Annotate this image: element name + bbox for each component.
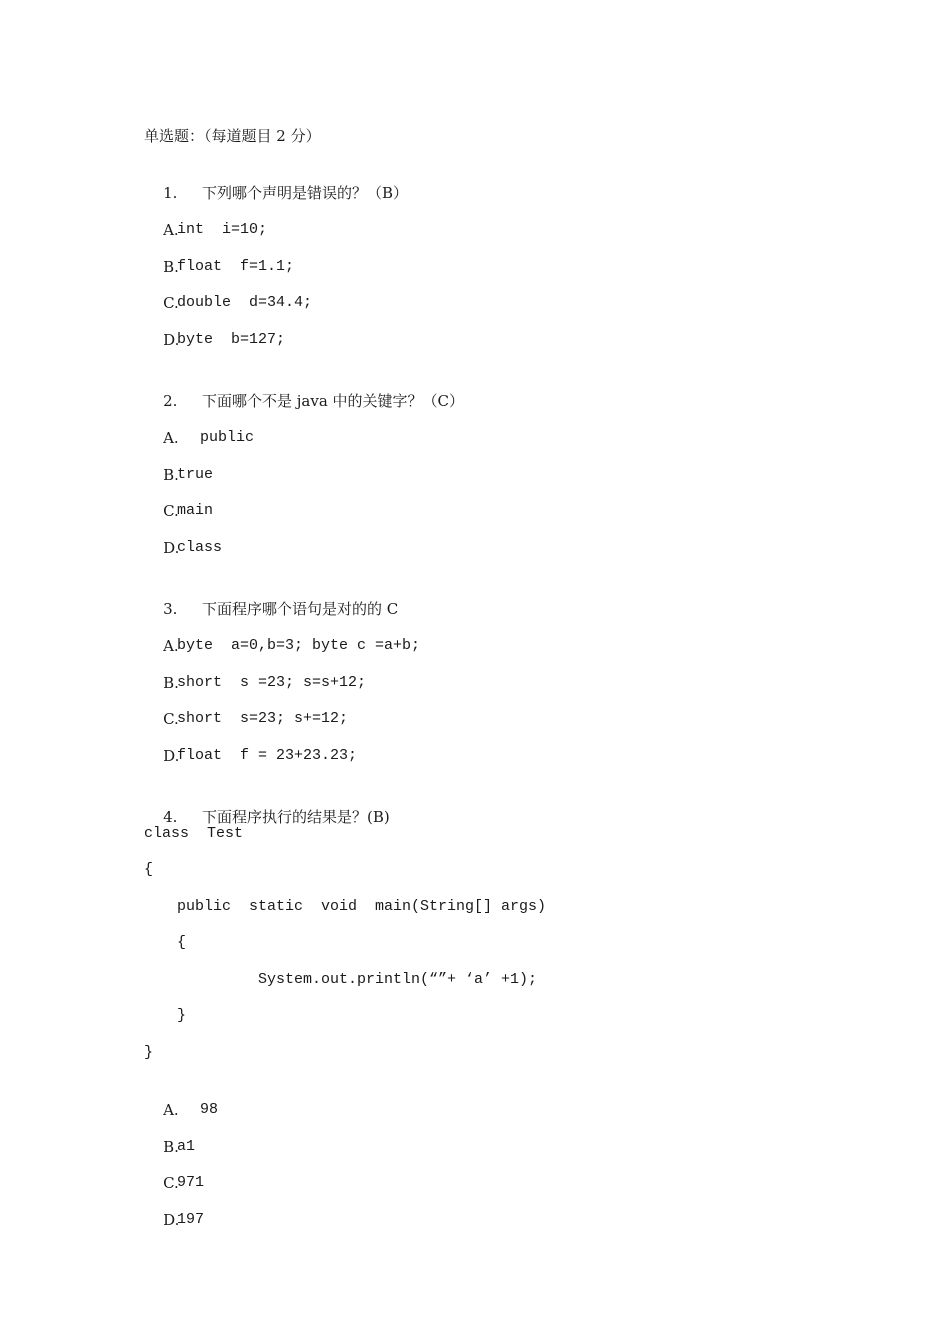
question-prompt: 下面程序执行的结果是？(B): [202, 808, 390, 826]
question-number: 3.: [163, 600, 178, 618]
option-text: 98: [200, 1101, 219, 1118]
code-line-main: public static void main(String[] args): [177, 898, 547, 915]
option-label: C.: [163, 1174, 179, 1192]
option-text: short s =23; s=s+12;: [177, 674, 367, 691]
option-label: D.: [163, 1211, 180, 1229]
option-label: C.: [163, 502, 179, 520]
option-d: [144, 726, 358, 786]
code-line-open-brace: {: [144, 861, 154, 878]
option-text: double d=34.4;: [177, 294, 313, 311]
option-label: D.: [163, 747, 180, 765]
option-text: true: [177, 466, 214, 483]
option-label: B.: [163, 466, 179, 484]
code-line-inner-open-brace: {: [177, 934, 187, 951]
section-header: 单选题：（每道题目 2 分）: [144, 127, 321, 145]
code-line-inner-close-brace: }: [177, 1007, 187, 1024]
option-d: [144, 518, 223, 578]
option-label: A.: [163, 221, 179, 239]
option-label: B.: [163, 1138, 179, 1156]
code-line-close-brace: }: [144, 1044, 154, 1061]
question-number: 1.: [163, 184, 178, 202]
option-text: byte a=0,b=3; byte c =a+b;: [177, 637, 421, 654]
option-label: C.: [163, 710, 179, 728]
code-line-class: class Test: [144, 825, 244, 842]
question-number: 4.: [163, 808, 178, 826]
option-label: A.: [163, 429, 179, 447]
question-prompt: 下面哪个不是 java 中的关键字？（C）: [202, 392, 465, 410]
option-text: main: [177, 502, 214, 519]
option-label: A.: [163, 637, 179, 655]
question-number: 2.: [163, 392, 178, 410]
option-text: byte b=127;: [177, 331, 286, 348]
option-text: float f = 23+23.23;: [177, 747, 358, 764]
code-line-println: System.out.println(“”+ ‘a’ +1);: [258, 971, 538, 988]
option-d: [144, 310, 286, 370]
option-text: 197: [177, 1211, 205, 1228]
option-text: short s=23; s+=12;: [177, 710, 349, 727]
option-label: B.: [163, 674, 179, 692]
option-label: C.: [163, 294, 179, 312]
question-prompt: 下列哪个声明是错误的？（B）: [202, 184, 409, 202]
option-label: D.: [163, 331, 180, 349]
option-label: B.: [163, 258, 179, 276]
option-d: [144, 1190, 205, 1250]
option-text: class: [177, 539, 223, 556]
option-label: D.: [163, 539, 180, 557]
option-text: float f=1.1;: [177, 258, 295, 275]
option-text: 971: [177, 1174, 205, 1191]
option-label: A.: [163, 1101, 179, 1119]
option-text: public: [200, 429, 255, 446]
option-text: int i=10;: [177, 221, 268, 238]
option-text: a1: [177, 1138, 196, 1155]
question-prompt: 下面程序哪个语句是对的的 C: [202, 600, 399, 618]
